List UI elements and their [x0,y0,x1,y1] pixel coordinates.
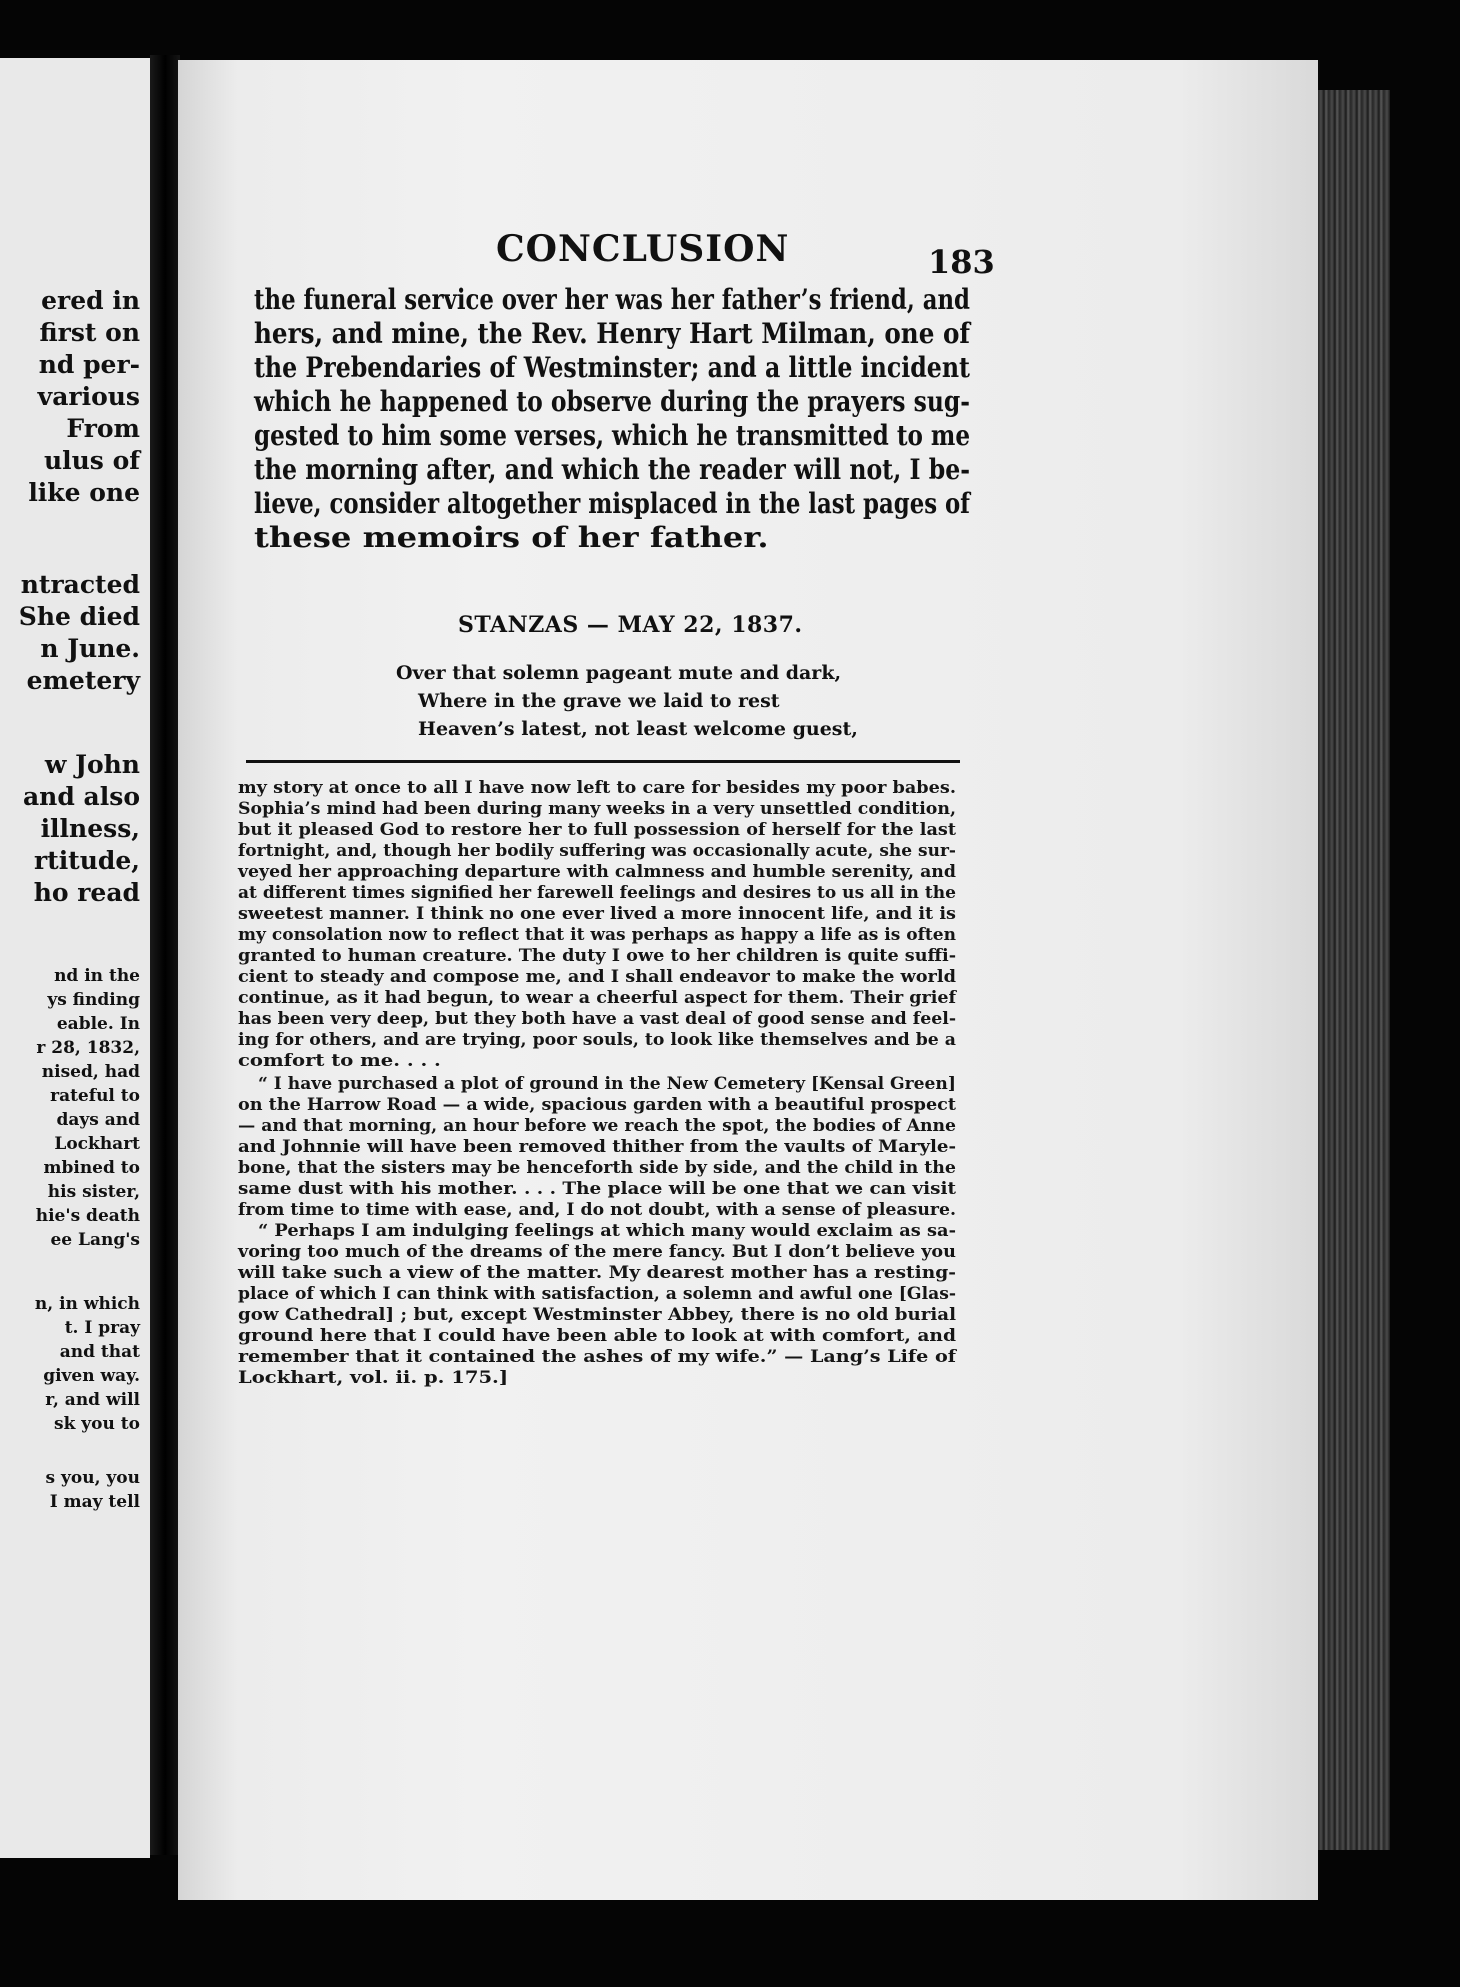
footnote-line: — and that morning, an hour before we reach the spot, the bodies of Anne [238,1116,957,1136]
left-page-line: given way. [43,1366,140,1386]
footnote-line: “ I have purchased a plot of ground in the New Cemetery [Kensal Green] [258,1074,956,1094]
footnote-line: on the Harrow Road — a wide, spacious garden with a beautiful prospect [238,1095,956,1115]
left-page-line: n, in which [34,1294,140,1314]
running-header-title: CONCLUSION [496,228,790,270]
footnote-line: continue, as it had begun, to wear a cheerful aspect for them. Their grief [238,988,957,1008]
footnote-line: sweetest manner. I think no one ever lived a more innocent life, and it is [238,904,956,924]
left-page-line: like one [28,478,140,507]
left-page-line: emetery [26,666,140,695]
left-page-line: From [66,414,140,443]
body-text-line: hers, and mine, the Rev. Henry Hart Milman, one of [254,317,971,350]
poem-title: STANZAS — MAY 22, 1837. [458,612,803,638]
footnote-line: and Johnnie will have been removed thither from the vaults of Maryle- [238,1137,957,1157]
left-page-line: eable. In [56,1014,140,1034]
left-page-line: I may tell [49,1492,140,1512]
poem-line: Where in the grave we laid to rest [418,690,780,712]
left-page-line: r 28, 1832, [36,1038,140,1058]
page-edge-stack [1318,90,1390,1850]
left-page-line: Lockhart [54,1134,140,1154]
left-page-line: illness, [40,814,140,843]
footnote-line: ground here that I could have been able to look at with comfort, and [238,1326,957,1346]
footnote-line: from time to time with ease, and, I do not doubt, with a sense of pleasure. [238,1200,957,1220]
footnote-line: bone, that the sisters may be henceforth side by side, and the child in the [238,1158,956,1178]
left-page-line: rateful to [50,1086,140,1106]
footnote-line: cient to steady and compose me, and I shall endeavor to make the world [238,967,956,987]
poem-line: Heaven’s latest, not least welcome guest, [418,718,858,740]
body-text-line: lieve, consider altogether misplaced in the last pages of [254,487,970,520]
footnote-line: Sophia’s mind had been during many weeks in a very unsettled condition, [238,799,956,819]
footnote-line: comfort to me. . . . [238,1051,441,1071]
page-number: 183 [928,243,995,281]
left-page-line: his sister, [47,1182,140,1202]
body-text-line: the morning after, and which the reader will not, I be- [254,453,971,486]
footnote-line: “ Perhaps I am indulging feelings at which many would exclaim as sa- [258,1221,956,1241]
footnote-line: at different times signified her farewell feelings and desires to us all in the [238,883,956,903]
footnote-line: ing for others, and are trying, poor souls, to look like themselves and be a [238,1030,956,1050]
body-text-line: gested to him some verses, which he transmitted to me [254,419,971,452]
body-text-line: the funeral service over her was her father’s friend, and [254,283,970,316]
left-page-line: mbined to [43,1158,140,1178]
footnote-line: same dust with his mother. . . . The place will be one that we can visit [238,1179,957,1199]
footnote-line: will take such a view of the matter. My dearest mother has a resting- [238,1263,956,1283]
left-page-line: ee Lang's [50,1230,140,1250]
book-spine-gutter [150,55,180,1855]
left-page-line: nd per- [38,350,140,379]
left-page-line: nised, had [41,1062,140,1082]
left-page-fragment [0,58,150,1858]
left-page-line: ys finding [47,990,140,1010]
footnote-line: my consolation now to reflect that it was perhaps as happy a life as is often [238,925,956,945]
poem-line: Over that solemn pageant mute and dark, [396,662,842,684]
body-text-line: which he happened to observe during the prayers sug- [254,385,970,418]
footnote-line: veyed her approaching departure with calmness and humble serenity, and [238,862,956,882]
footnote-line: place of which I can think with satisfaction, a solemn and awful one [Glas- [238,1284,957,1304]
left-page-line: s you, you [45,1468,140,1488]
left-page-line: nd in the [54,966,140,986]
body-text-line: the Prebendaries of Westminster; and a little incident [254,351,970,384]
footnote-line: granted to human creature. The duty I owe to her children is quite suffi- [238,946,957,966]
left-page-line: various [37,382,140,411]
footnote-line: remember that it contained the ashes of my wife.” — Lang’s Life of [238,1347,956,1367]
left-page-line: w John [44,750,140,779]
left-page-line: ntracted [20,570,140,599]
left-page-line: She died [18,602,140,631]
footnote-line: gow Cathedral] ; but, except Westminster Abbey, there is no old burial [238,1305,957,1325]
left-page-line: and also [22,782,140,811]
footnote-line: fortnight, and, though her bodily suffering was occasionally acute, she sur- [238,841,956,861]
left-page-line: ulus of [43,446,140,475]
footnote-rule [246,760,960,763]
left-page-line: n June. [40,634,140,663]
left-page-line: t. I pray [64,1318,140,1338]
footnote-line: voring too much of the dreams of the mere fancy. But I don’t believe you [238,1242,957,1262]
left-page-line: days and [56,1110,140,1130]
body-text-line: these memoirs of her father. [254,521,769,554]
left-page-line: sk you to [54,1414,140,1434]
left-page-line: ered in [41,286,140,315]
footnote-line: my story at once to all I have now left to care for besides my poor babes. [238,778,956,798]
footnote-line: Lockhart, vol. ii. p. 175.] [238,1368,509,1388]
footnote-line: but it pleased God to restore her to full possession of herself for the last [238,820,956,840]
left-page-line: ho read [33,878,140,907]
left-page-line: hie's death [35,1206,140,1226]
left-page-line: r, and will [45,1390,140,1410]
left-page-line: rtitude, [33,846,140,875]
left-page-line: and that [59,1342,140,1362]
footnote-line: has been very deep, but they both have a vast deal of good sense and feel- [238,1009,957,1029]
left-page-line: first on [39,318,140,347]
